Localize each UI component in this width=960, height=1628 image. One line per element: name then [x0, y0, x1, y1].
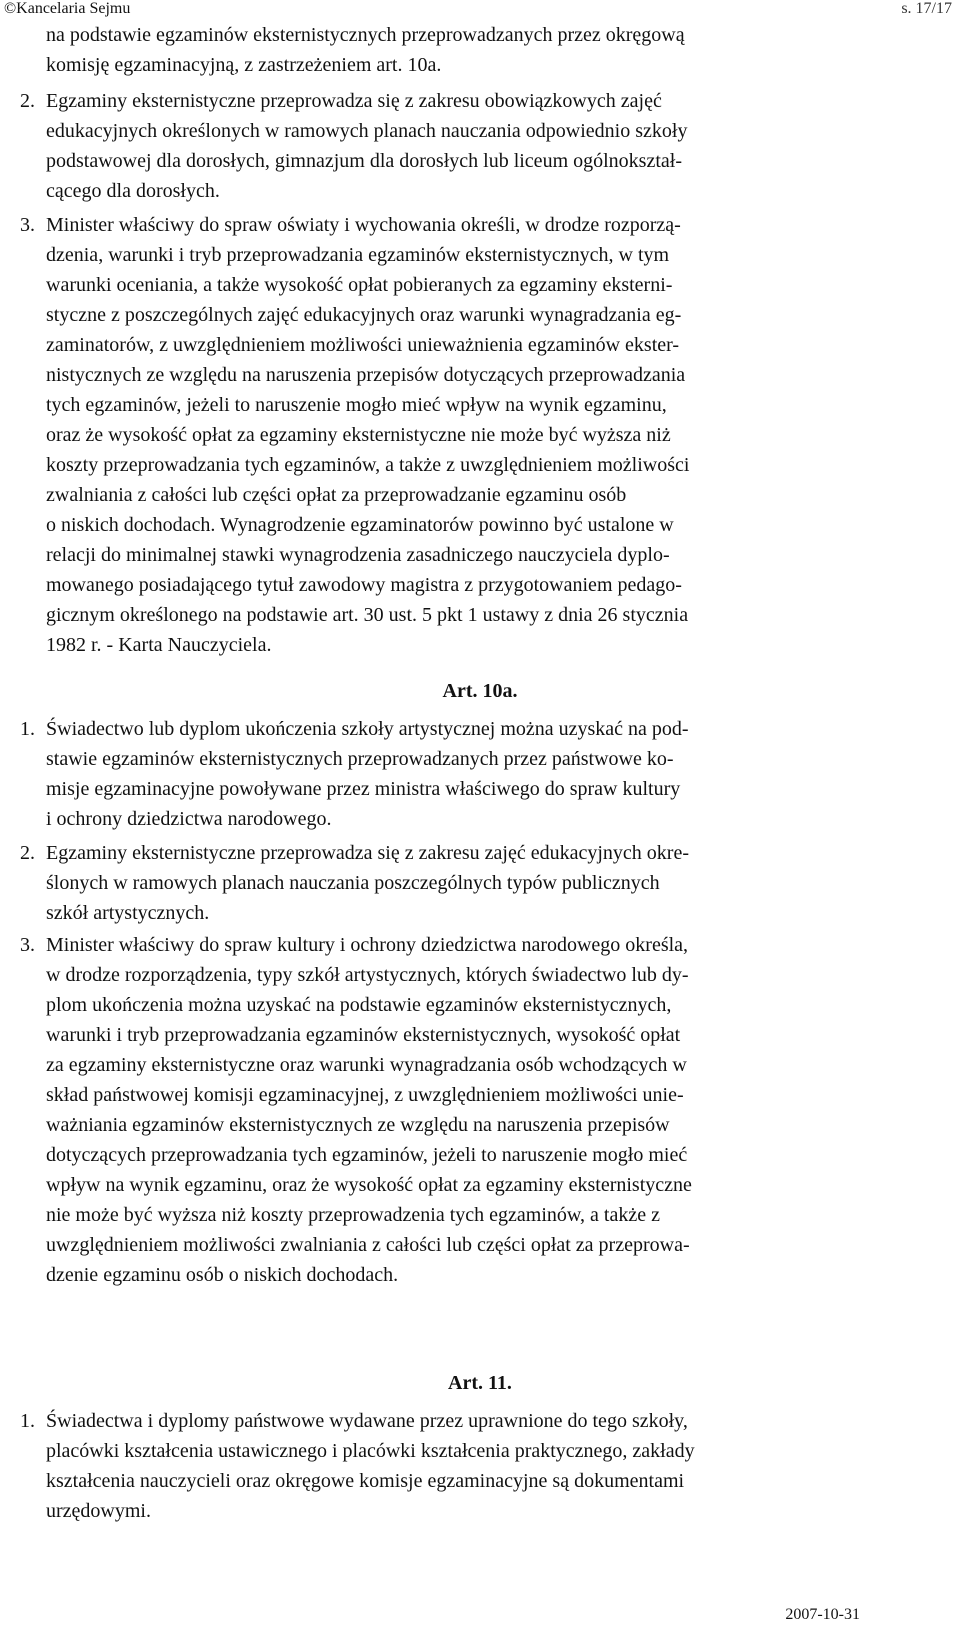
text-line: skład państwowej komisji egzaminacyjnej, z uwzględnieniem możliwości unie-: [46, 1084, 684, 1106]
text-line: oraz że wysokość opłat za egzaminy eksternistyczne nie może być wyższa niż: [46, 424, 671, 446]
text-line: misje egzaminacyjne powoływane przez ministra właściwego do spraw kultury: [46, 778, 681, 800]
text-line: plom ukończenia można uzyskać na podstawie egzaminów eksternistycznych,: [46, 994, 672, 1016]
paragraph-number: 2.: [20, 842, 35, 864]
text-line: koszty przeprowadzania tych egzaminów, a także z uwzględnieniem możliwości: [46, 454, 690, 476]
article-11-paragraph-1: [20, 1406, 838, 1526]
footer-date: 2007-10-31: [785, 1606, 860, 1623]
paragraph-number: 3.: [20, 934, 35, 956]
text-line: o niskich dochodach. Wynagrodzenie egzaminatorów powinno być ustalone w: [46, 514, 674, 536]
text-line: nie może być wyższa niż koszty przeprowadzenia tych egzaminów, a także z: [46, 1204, 660, 1226]
paragraph-number: 3.: [20, 214, 35, 236]
text-line: i ochrony dziedzictwa narodowego.: [46, 808, 332, 830]
text-line: placówki kształcenia ustawicznego i placówki kształcenia praktycznego, zakłady: [46, 1440, 695, 1462]
text-line: ślonych w ramowych planach nauczania poszczególnych typów publicznych: [46, 872, 660, 894]
text-line: wpływ na wynik egzaminu, oraz że wysokość opłat za egzaminy eksternistyczne: [46, 1174, 692, 1196]
text-line: dzenie egzaminu osób o niskich dochodach.: [46, 1264, 399, 1286]
text-line: dzenia, warunki i tryb przeprowadzania egzaminów eksternistycznych, w tym: [46, 244, 670, 266]
text-line: za egzaminy eksternistyczne oraz warunki wynagradzania osób wchodzących w: [46, 1054, 687, 1076]
paragraph-number: 1.: [20, 718, 35, 740]
article-10a-heading: Art. 10a.: [442, 680, 518, 702]
text-line: nistycznych ze względu na naruszenia przepisów dotyczących przeprowadzania: [46, 364, 686, 386]
text-line: Minister właściwy do spraw kultury i ochrony dziedzictwa narodowego określa,: [46, 934, 689, 956]
text-line: styczne z poszczególnych zajęć edukacyjnych oraz warunki wynagradzania eg-: [46, 304, 682, 326]
text-line: warunki i tryb przeprowadzania egzaminów eksternistycznych, wysokość opłat: [46, 1024, 681, 1046]
text-line: edukacyjnych określonych w ramowych planach nauczania odpowiednio szkoły: [46, 120, 688, 142]
text-line: Świadectwo lub dyplom ukończenia szkoły artystycznej można uzyskać na pod-: [46, 718, 689, 740]
article-10a-paragraph-2: [20, 838, 838, 928]
intro-paragraph: [46, 20, 838, 80]
text-line: Minister właściwy do spraw oświaty i wychowania określi, w drodze rozporzą-: [46, 214, 681, 236]
article-10a-paragraph-3: [20, 930, 838, 1290]
paragraph-number: 2.: [20, 90, 35, 112]
text-line: dotyczących przeprowadzania tych egzaminów, jeżeli to naruszenie mogło mieć: [46, 1144, 688, 1166]
text-line: w drodze rozporządzenia, typy szkół artystycznych, których świadectwo lub dy-: [46, 964, 689, 986]
text-line: relacji do minimalnej stawki wynagrodzenia zasadniczego nauczyciela dyplo-: [46, 544, 670, 566]
paragraph-2: [20, 86, 838, 206]
text-line: warunki oceniania, a także wysokość opłat pobieranych za egzaminy eksterni-: [46, 274, 673, 296]
text-line: mowanego posiadającego tytuł zawodowy magistra z przygotowaniem pedago-: [46, 574, 682, 596]
text-line: ważniania egzaminów eksternistycznych ze względu na naruszenia przepisów: [46, 1114, 670, 1136]
text-line: na podstawie egzaminów eksternistycznych przeprowadzanych przez okręgową: [46, 24, 685, 46]
paragraph-3: [20, 210, 838, 660]
text-line: kształcenia nauczycieli oraz okręgowe komisje egzaminacyjne są dokumentami: [46, 1470, 685, 1492]
text-line: stawie egzaminów eksternistycznych przeprowadzanych przez państwowe ko-: [46, 748, 674, 770]
text-line: Świadectwa i dyplomy państwowe wydawane przez uprawnione do tego szkoły,: [46, 1410, 688, 1432]
text-line: podstawowej dla dorosłych, gimnazjum dla dorosłych lub liceum ogólnokształ-: [46, 150, 682, 172]
text-line: Egzaminy eksternistyczne przeprowadza się z zakresu obowiązkowych zajęć: [46, 90, 662, 112]
text-line: zwalniania z całości lub części opłat za przeprowadzanie egzaminu osób: [46, 484, 627, 506]
page-number: s. 17/17: [901, 0, 952, 17]
text-line: szkół artystycznych.: [46, 902, 210, 924]
text-line: urzędowymi.: [46, 1500, 151, 1522]
header-copyright: ©Kancelaria Sejmu: [4, 0, 131, 17]
text-line: Egzaminy eksternistyczne przeprowadza się z zakresu zajęć edukacyjnych okre-: [46, 842, 690, 864]
text-line: uwzględnieniem możliwości zwalniania z całości lub części opłat za przeprowa-: [46, 1234, 690, 1256]
text-line: zaminatorów, z uwzględnieniem możliwości unieważnienia egzaminów ekster-: [46, 334, 680, 356]
article-11-heading: Art. 11.: [448, 1372, 512, 1394]
text-line: tych egzaminów, jeżeli to naruszenie mogło mieć wpływ na wynik egzaminu,: [46, 394, 667, 416]
text-line: cącego dla dorosłych.: [46, 180, 220, 202]
paragraph-number: 1.: [20, 1410, 35, 1432]
text-line: gicznym określonego na podstawie art. 30 ust. 5 pkt 1 ustawy z dnia 26 stycznia: [46, 604, 689, 626]
article-10a-paragraph-1: [20, 714, 838, 834]
text-line: komisję egzaminacyjną, z zastrzeżeniem art. 10a.: [46, 54, 442, 76]
text-line: 1982 r. - Karta Nauczyciela.: [46, 634, 272, 656]
